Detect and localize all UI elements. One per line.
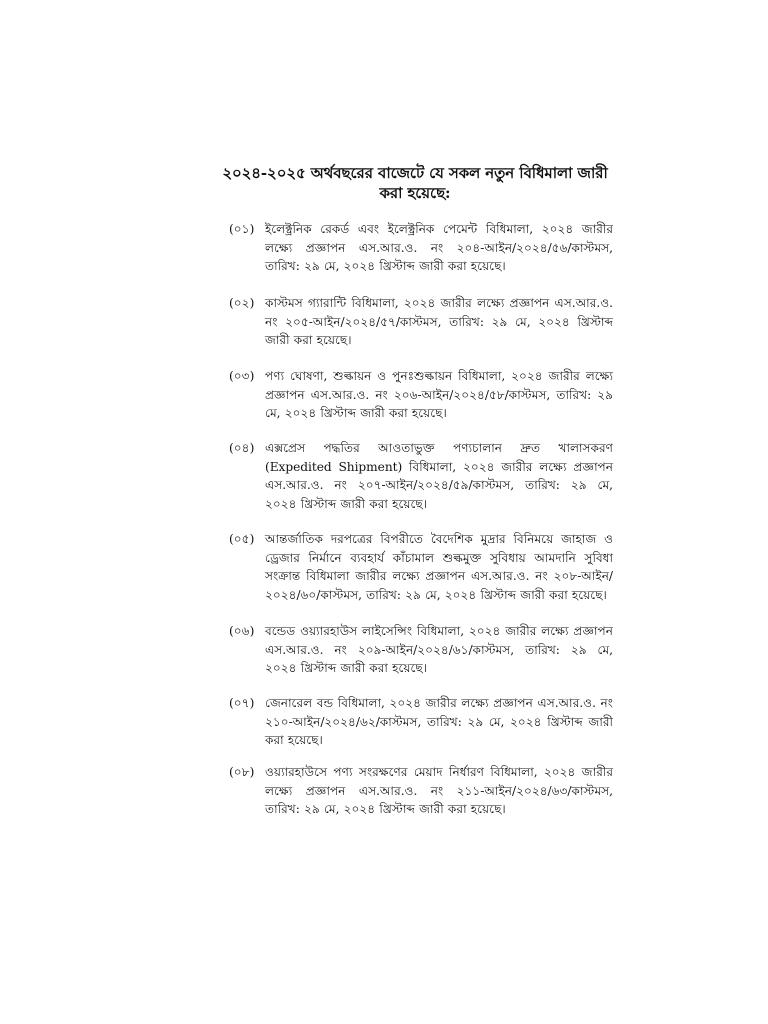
- list-item: [229, 439, 613, 513]
- item-number: (০৮): [229, 765, 255, 779]
- list-item: [229, 220, 613, 276]
- item-number: (০৭): [229, 696, 255, 710]
- list-item: [229, 622, 613, 678]
- item-text: এক্সপ্রেস পদ্ধতির আওতাভুক্ত পণ্যচালান দ্রুত খালাসকরণ (Expedited Shipment) বিধিমালা, ২০২৪ জারীর লক্ষ্যে প্রজ্ঞাপন এস.আর.ও. নং ২০৭-আইন/২০২৪/৫৯/কাস্টমস, তারিখ: ২৯ মে, ২০২৪ খ্রিস্টাব্দ জারী করা হয়েছে।: [265, 441, 613, 511]
- item-text: আন্তর্জাতিক দরপত্রের বিপরীতে বৈদেশিক মুদ্রার বিনিময়ে জাহাজ ও ড্রেজার নির্মানে ব্যবহার্য কাঁচামাল শুল্কমুক্ত সুবিধায় আমদানি সুবিধা সংক্রান্ত বিধিমালা জারীর লক্ষ্যে প্রজ্ঞাপন এস.আর.ও. নং ২০৮-আইন/২০২৪/৬০/কাস্টমস, তারিখ: ২৯ মে, ২০২৪ খ্রিস্টাব্দ জারী করা হয়েছে।: [265, 532, 613, 602]
- list-item: [229, 294, 613, 350]
- item-text: ওয়্যারহাউসে পণ্য সংরক্ষণের মেয়াদ নির্ধারণ বিধিমালা, ২০২৪ জারীর লক্ষ্যে প্রজ্ঞাপন এস.আর.ও. নং ২১১-আইন/২০২৪/৬৩/কাস্টমস, তারিখ: ২৯ মে, ২০২৪ খ্রিস্টাব্দ জারী করা হয়েছে।: [265, 765, 613, 816]
- document-title: ২০২৪-২০২৫ অর্থবছরের বাজেটে যে সকল নতুন বিধিমালা জারী করা হয়েছে:: [222, 164, 608, 202]
- item-text: বন্ডেড ওয়্যারহাউস লাইসেন্সিং বিধিমালা, ২০২৪ জারীর লক্ষ্যে প্রজ্ঞাপন এস.আর.ও. নং ২০৯-আইন/২০২৪/৬১/কাস্টমস, তারিখ: ২৯ মে, ২০২৪ খ্রিস্টাব্দ জারী করা হয়েছে।: [265, 624, 613, 675]
- item-text: কাস্টমস গ্যারান্টি বিধিমালা, ২০২৪ জারীর লক্ষ্যে প্রজ্ঞাপন এস.আর.ও. নং ২০৫-আইন/২০২৪/৫৭/কাস্টমস, তারিখ: ২৯ মে, ২০২৪ খ্রিস্টাব্দ জারী করা হয়েছে।: [265, 296, 613, 347]
- list-item: [229, 694, 613, 750]
- item-text: পণ্য ঘোষণা, শুল্কায়ন ও পুনঃশুল্কায়ন বিধিমালা, ২০২৪ জারীর লক্ষ্যে প্রজ্ঞাপন এস.আর.ও. নং ২০৬-আইন/২০২৪/৫৮/কাস্টমস, তারিখ: ২৯ মে, ২০২৪ খ্রিস্টাব্দ জারী করা হয়েছে।: [265, 369, 613, 420]
- item-number: (০৬): [229, 624, 255, 638]
- list-item: [229, 530, 613, 604]
- item-text: জেনারেল বন্ড বিধিমালা, ২০২৪ জারীর লক্ষ্যে প্রজ্ঞাপন এস.আর.ও. নং ২১০-আইন/২০২৪/৬২/কাস্টমস, তারিখ: ২৯ মে, ২০২৪ খ্রিস্টাব্দ জারী করা হয়েছে।: [265, 696, 613, 747]
- list-item: [229, 367, 613, 423]
- item-number: (০২): [229, 296, 255, 310]
- item-number: (০১): [229, 222, 255, 236]
- item-text: ইলেক্ট্রনিক রেকর্ড এবং ইলেক্ট্রনিক পেমেন্ট বিধিমালা, ২০২৪ জারীর লক্ষ্যে প্রজ্ঞাপন এস.আর.ও. নং ২০৪-আইন/২০২৪/৫৬/কাস্টমস, তারিখ: ২৯ মে, ২০২৪ খ্রিস্টাব্দ জারী করা হয়েছে।: [265, 222, 613, 273]
- item-number: (০৫): [229, 532, 255, 546]
- item-number: (০৪): [229, 441, 255, 455]
- item-number: (০৩): [229, 369, 255, 383]
- list-item: [229, 763, 613, 819]
